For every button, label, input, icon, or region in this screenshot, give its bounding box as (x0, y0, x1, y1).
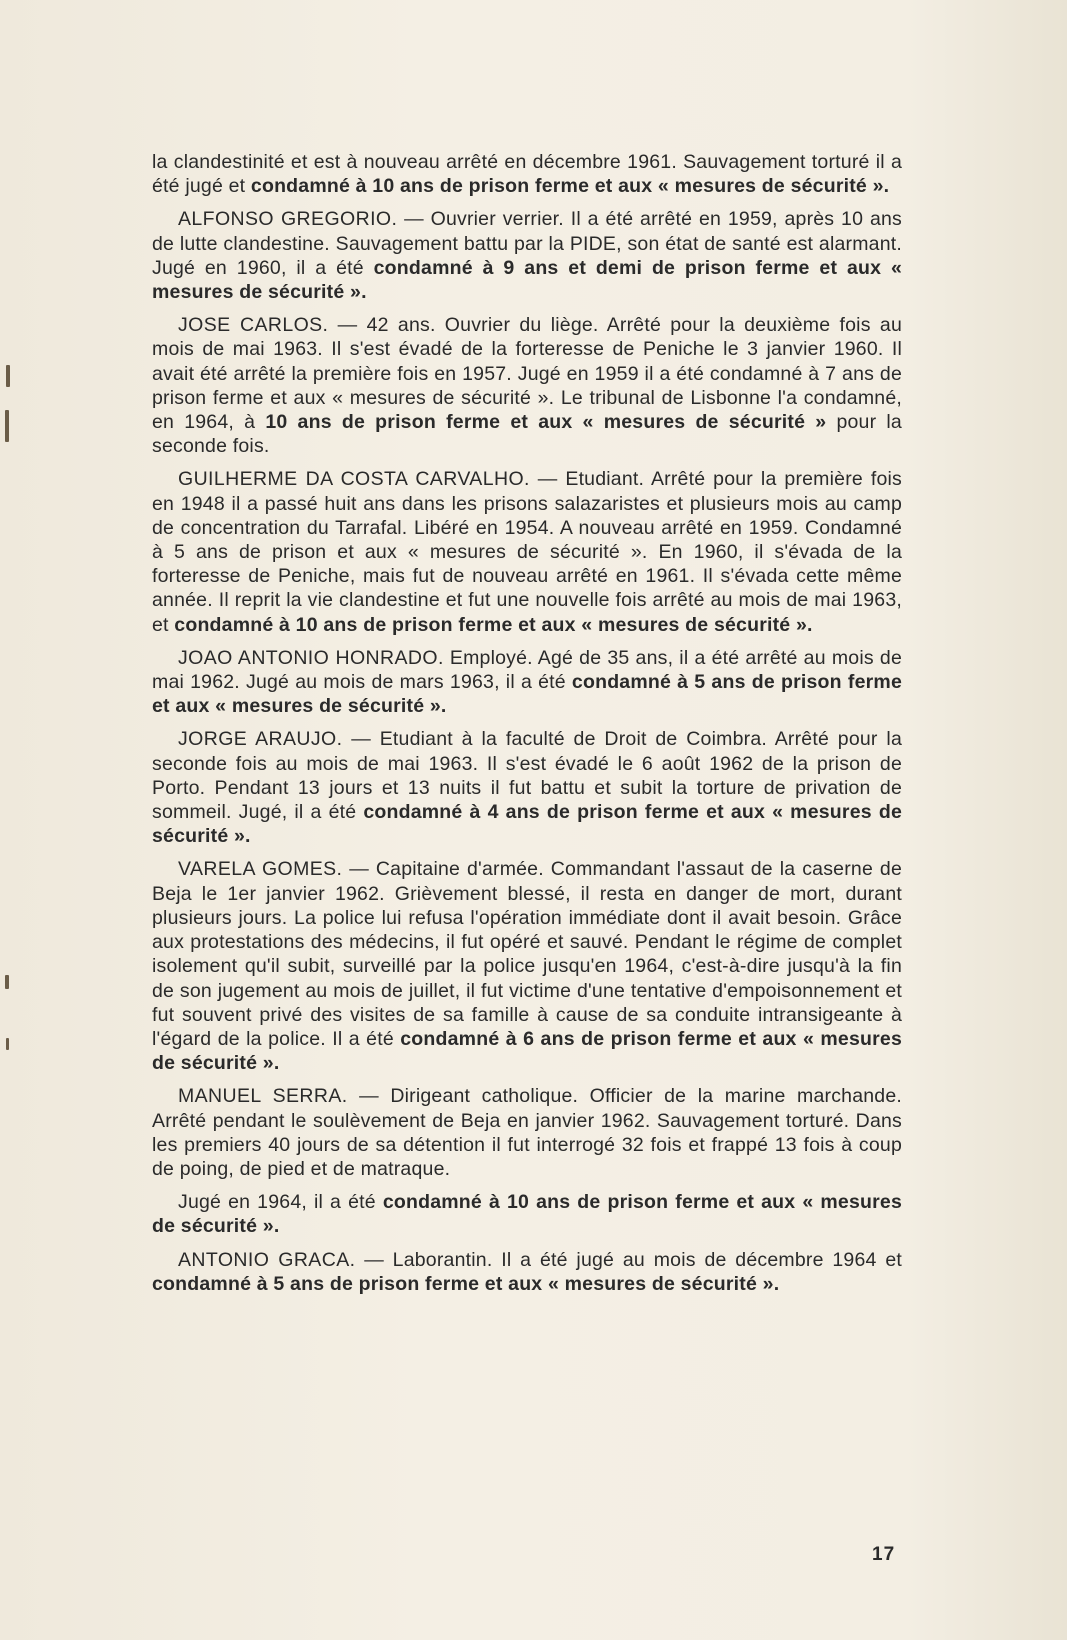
sentence-bold: 10 ans de prison ferme et aux « mesures de sécurité » (265, 411, 827, 434)
prisoner-name: ALFONSO GREGORIO. (178, 208, 398, 231)
sentence-bold: condamné à 4 ans de prison ferme et aux « mesures de sécurité ». (152, 801, 902, 848)
prisoner-entry: MANUEL SERRA. — Dirigeant catholique. Officier de la marine marchande. Arrêté pendant le soulèvement de Beja en janvier 1962. Sauvagement torturé. Dans les premiers 40 jours de sa détention il fut interrogé 32 fois et frappé 13 fois à coup de poing, de pied et de matraque. (152, 1085, 903, 1180)
prisoner-name: ANTONIO GRACA. (178, 1248, 356, 1271)
sentence-bold: condamné à 10 ans de prison ferme et aux « mesures de sécurité ». (152, 1191, 902, 1238)
sentence-bold: condamné à 6 ans de prison ferme et aux « mesures de sécurité ». (152, 1027, 902, 1075)
sentence-bold: condamné à 5 ans de prison ferme et aux « mesures de sécurité ». (152, 1272, 780, 1295)
prisoner-name: JORGE ARAUJO. (178, 728, 343, 751)
prisoner-entry: ANTONIO GRACA. — Laborantin. Il a été jugé au mois de décembre 1964 et condamné à 5 ans de prison ferme et aux « mesures de sécurité ». (152, 1248, 903, 1295)
sentence-bold: condamné à 10 ans de prison ferme et aux « mesures de sécurité ». (250, 175, 890, 198)
prisoner-name: JOAO ANTONIO HONRADO. (178, 646, 444, 669)
body-text (152, 150, 902, 1305)
prisoner-entry: JOSE CARLOS. — 42 ans. Ouvrier du liège. Arrêté pour la deuxième fois au mois de mai 1963. Il s'est évadé de la forteresse de Peniche le 3 janvier 1960. Il avait été arrêté la première fois en 1957. Jugé en 1959 il a été condamné à 7 ans de prison ferme et aux « mesures de sécurité ». Le tribunal de Lisbonne l'a condamné, en 1964, à 10 ans de prison ferme et aux « mesures de sécurité » pour la seconde fois. (152, 314, 902, 458)
sentence-bold: condamné à 9 ans et demi de prison ferme et aux « mesures de sécurité ». (152, 256, 903, 304)
page-number: 17 (872, 1544, 896, 1565)
sentence-bold: condamné à 5 ans de prison ferme et aux « mesures de sécurité ». (152, 671, 902, 718)
binding-mark (5, 975, 9, 989)
prisoner-name: JOSE CARLOS. (178, 314, 329, 337)
prisoner-entry: GUILHERME DA COSTA CARVALHO. — Etudiant. Arrêté pour la première fois en 1948 il a passé huit ans dans les prisons salazaristes et plusieurs mois au camp de concentration du Tarrafal. Libéré en 1954. A nouveau arrêté en 1959. Condamné à 5 ans de prison et aux « mesures de sécurité ». En 1960, il s'évada de la forteresse de Peniche, mais fut de nouveau arrêté en 1961. Il s'évada cette même année. Il reprit la vie clandestine et fut une nouvelle fois arrêté au mois de mai 1963, et condamné à 10 ans de prison ferme et aux « mesures de sécurité ». (152, 468, 902, 636)
prisoner-name: GUILHERME DA COSTA CARVALHO. (178, 468, 530, 491)
prisoner-entry: JOAO ANTONIO HONRADO. Employé. Agé de 35 ans, il a été arrêté au mois de mai 1962. Jugé au mois de mars 1963, il a été condamné à 5 ans de prison ferme et aux « mesures de sécurité ». (152, 646, 902, 718)
binding-mark (6, 365, 10, 387)
prisoner-entry: JORGE ARAUJO. — Etudiant à la faculté de Droit de Coimbra. Arrêté pour la seconde fois au mois de mai 1963. Il s'est évadé le 6 août 1962 de la prison de Porto. Pendant 13 jours et 13 nuits il fut battu et subit la torture de privation de sommeil. Jugé, il a été condamné à 4 ans de prison ferme et aux « mesures de sécurité ». (152, 728, 903, 848)
prisoner-name: VARELA GOMES. (178, 858, 343, 881)
paragraph-sentence: Jugé en 1964, il a été condamné à 10 ans de prison ferme et aux « mesures de sécurité ». (152, 1191, 902, 1238)
sentence-bold: condamné à 10 ans de prison ferme et aux « mesures de sécurité ». (174, 613, 813, 636)
binding-mark (5, 410, 9, 442)
prisoner-entry: ALFONSO GREGORIO. — Ouvrier verrier. Il a été arrêté en 1959, après 10 ans de lutte clandestine. Sauvagement battu par la PIDE, son état de santé est alarmant. Jugé en 1960, il a été condamné à 9 ans et demi de prison ferme et aux « mesures de sécurité ». (152, 208, 903, 304)
prisoner-entry: VARELA GOMES. — Capitaine d'armée. Commandant l'assaut de la caserne de Beja le 1er janvier 1962. Grièvement blessé, il resta en danger de mort, durant plusieurs jours. La police lui refusa l'opération immédiate dont il avait besoin. Grâce aux protestations des médecins, il fut opéré et sauvé. Pendant le régime de complet isolement qu'il subit, surveillé par la police jusqu'en 1964, c'est-à-dire jusqu'à la fin de son jugement au mois de juillet, il fut victime d'une tentative d'empoisonnement et fut souvent privé des visites de sa famille à cause de sa conduite intransigeante à l'égard de la police. Il a été condamné à 6 ans de prison ferme et aux « mesures de sécurité ». (152, 858, 903, 1075)
binding-mark (6, 1038, 9, 1050)
prisoner-name: MANUEL SERRA. (178, 1085, 348, 1108)
paragraph-continuation: la clandestinité et est à nouveau arrêté en décembre 1961. Sauvagement torturé il a été jugé et condamné à 10 ans de prison ferme et aux « mesures de sécurité ». (152, 151, 902, 198)
